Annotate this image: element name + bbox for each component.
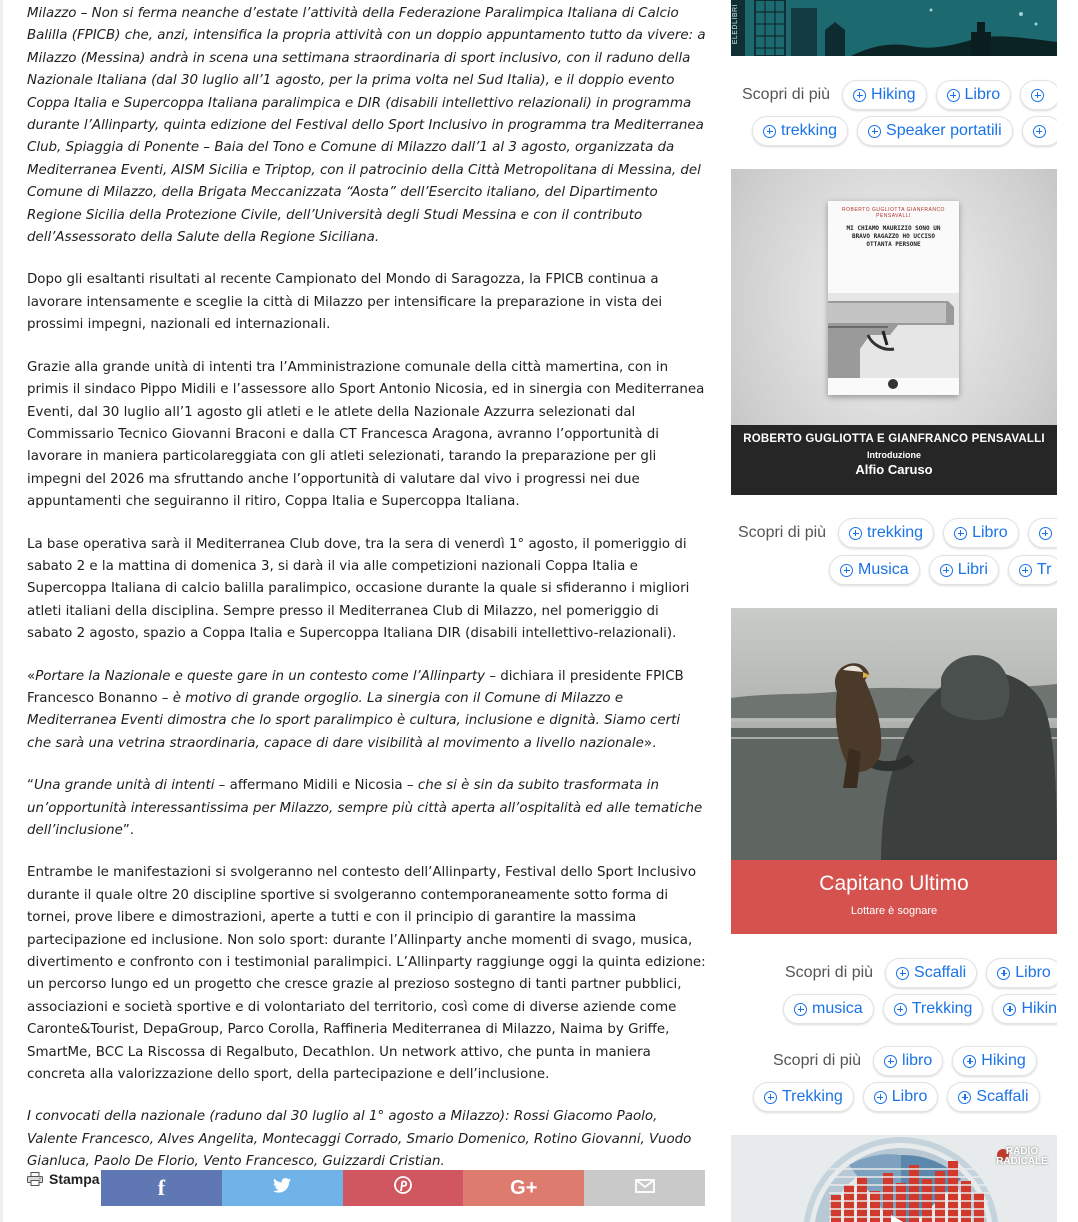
topic-pill[interactable] bbox=[753, 1082, 854, 1112]
plus-circle-icon bbox=[853, 89, 866, 102]
book-subtitle: Lottare è sognare bbox=[850, 905, 938, 917]
book-title: Capitano Ultimo bbox=[819, 872, 969, 895]
plus-circle-icon bbox=[1019, 564, 1032, 577]
scopri-row bbox=[742, 80, 1057, 110]
scopri-row bbox=[752, 116, 1057, 146]
plus-circle-icon bbox=[849, 527, 862, 540]
topic-pill[interactable] bbox=[1028, 518, 1057, 548]
topic-pill-label: Libro bbox=[964, 86, 1001, 103]
plus-circle-icon bbox=[868, 125, 881, 138]
plus-circle-icon bbox=[954, 527, 967, 540]
share-twitter-button[interactable] bbox=[222, 1170, 343, 1206]
plus-circle-icon bbox=[874, 1091, 887, 1104]
ad-brand-text: ELEDLIBRI bbox=[732, 4, 739, 45]
plus-circle-icon bbox=[1031, 89, 1044, 102]
book-title-band bbox=[731, 860, 1057, 934]
plus-circle-icon bbox=[940, 564, 953, 577]
topic-pill[interactable] bbox=[929, 555, 999, 585]
share-email-button[interactable] bbox=[584, 1170, 705, 1206]
topic-pill[interactable] bbox=[936, 80, 1012, 110]
scopri-row bbox=[783, 994, 1057, 1024]
share-google-plus-button[interactable] bbox=[463, 1170, 584, 1206]
share-bar bbox=[101, 1170, 705, 1206]
ad-book-cover-capitano-ultimo[interactable] bbox=[731, 608, 1057, 934]
pinterest-icon bbox=[394, 1176, 412, 1200]
ad-book-cover-maurizio[interactable] bbox=[731, 169, 1057, 495]
topic-pill-label: Musica bbox=[858, 561, 909, 578]
plus-circle-icon bbox=[794, 1003, 807, 1016]
topic-pill[interactable] bbox=[1008, 555, 1057, 585]
topic-pill[interactable] bbox=[883, 994, 984, 1024]
topic-pill[interactable] bbox=[752, 116, 848, 146]
ad-radio-radicale[interactable] bbox=[731, 1135, 1057, 1222]
article-paragraph: Dopo gli esaltanti risultati al recente Campionato del Mondo di Saragozza, la FPICB continua a lavorare intensamente e sceglie la città di Milazzo per intensificare la preparazione in vista dei prossimi impegni, nazionali ed internazionali. bbox=[27, 272, 663, 333]
topic-pill[interactable] bbox=[829, 555, 920, 585]
article-paragraph: La base operativa sarà il Mediterranea Club dove, tra la sera di venerdì 1° agosto, il pomeriggio di sabato 2 e la mattina di domenica 3, si darà il via alle competizioni nazionali Coppa Italia e Supercoppa Italiana di calcio balilla paralimpico, occasione durante la quale si sfideranno i migliori atleti italiani della disciplina. Sempre presso il Mediterranea Club di Milazzo, nel pomeriggio di sabato 2 agosto, spazio a Coppa Italia e Supercoppa Italiana DIR (disabili intellettivo-relazionali). bbox=[27, 536, 690, 642]
quote-attribution: – dichiara il presidente FPICB Francesco Bonanno – bbox=[27, 668, 684, 706]
twitter-icon bbox=[273, 1177, 291, 1199]
topic-pill-label: Hiking bbox=[871, 86, 916, 103]
topic-pill[interactable] bbox=[986, 958, 1057, 988]
scopri-row bbox=[829, 555, 1057, 585]
quote-president bbox=[27, 666, 707, 756]
plus-circle-icon bbox=[963, 1055, 976, 1068]
email-icon bbox=[635, 1177, 655, 1199]
share-facebook-button[interactable] bbox=[101, 1170, 222, 1206]
quote-text: che si è sin da subito trasformata in un’opportunità interessantissima per Milazzo, sempre più città aperta all’ospitalità ed alle tematiche dell’inclusione bbox=[27, 778, 703, 838]
topic-pill-label: Libro bbox=[972, 524, 1008, 541]
topic-pill[interactable] bbox=[842, 80, 926, 110]
topic-pill[interactable] bbox=[873, 1046, 943, 1076]
scopri-row bbox=[738, 518, 1057, 548]
printer-icon bbox=[27, 1172, 43, 1186]
scopri-row bbox=[773, 1046, 1046, 1076]
publisher-logo bbox=[888, 379, 898, 389]
topic-pill-label: Tr bbox=[1036, 561, 1052, 578]
topic-pill[interactable] bbox=[863, 1082, 939, 1112]
falconer-photo bbox=[731, 608, 1057, 860]
topic-pill-label: Libri bbox=[957, 561, 988, 578]
topic-pill[interactable] bbox=[1022, 116, 1057, 146]
topic-pill[interactable] bbox=[947, 1082, 1039, 1112]
topic-pill-label: trekking bbox=[867, 524, 924, 541]
scopri-label: Scopri di più bbox=[738, 524, 827, 541]
scopri-label: Scopri di più bbox=[742, 86, 831, 103]
print-label: Stampa bbox=[49, 1171, 100, 1187]
quote-close: ”. bbox=[122, 823, 135, 838]
topic-pill-label: trekking bbox=[781, 122, 838, 139]
topic-pill[interactable] bbox=[1020, 80, 1057, 110]
plus-circle-icon bbox=[764, 1091, 777, 1104]
article-paragraph: Entrambe le manifestazioni si svolgeranno nel contesto dell’Allinparty, Festival dello Sport Inclusivo durante il quale oltre 20 discipline sportive si svolgeranno contemporaneamente sotto forma di tornei, prove libere e dimostrazioni, aperte a tutti e con il principio di garantire la massima partecipazione ed inclusione. Non solo sport: durante l’Allinparty anche momenti di svago, musica, divertimento e confronto con i testimonial paralimpici. L’Allinparty raggiunge oggi la quinta edizione: un percorso lungo ed un progetto che cresce grazie al prezioso sostegno di tanti partner pubblici, associazioni e società sportive e di volontariato del territorio, così come di diverse aziende come Caronte&Tourist, DepaGroup, Parco Corolla, Raffineria Mediterranea di Milazzo, Naima by Griffe, SmartMe, BCC La Riscossa di Regalbuto, Decathlon. Un network attivo, che punta in maniera concreta alla valorizzazione dello sport, della partecipazione e dell’inclusione. bbox=[27, 865, 706, 1083]
topic-pill[interactable] bbox=[783, 994, 874, 1024]
convocati-list: I convocati della nazionale (raduno dal 30 luglio al 1° agosto a Milazzo): Rossi Giacomo Paolo, Valente Francesco, Alves Angelita, Montecaggi Corrado, Smario Domenico, Rotino Giovanni, Vuodo Gianluca, Paolo De Florio, Vento Francesco, Guizzardi Cristian. bbox=[27, 1109, 692, 1170]
book-cover bbox=[828, 201, 959, 395]
plus-circle-icon bbox=[763, 125, 776, 138]
topic-pill-label: Trekking bbox=[911, 1000, 973, 1017]
plus-circle-icon bbox=[896, 967, 909, 980]
article-paragraph: Grazie alla grande unità di intenti tra l’Amministrazione comunale della città mamertina, con in primis il sindaco Pippo Midili e l’assessore allo Sport Antonio Nicosia, ed in sinergia con Mediterranea Eventi, dal 30 luglio all’1 agosto gli atleti e le atlete della Nazionale Azzurra selezionati dal Commissario Tecnico Giovanni Braconi e dalla CT Francesca Aragona, avranno l’opportunità di lavorare in maniera particolareggiata con gli atleti selezionati, tarando la preparazione per gli impegni del 2026 ma sfruttando anche l’opportunità di valutare dal vivo i progressi nei due appuntamenti che seguiranno il ritiro, Coppa Italia e Supercoppa Italiana. bbox=[27, 359, 705, 510]
plus-circle-icon bbox=[1039, 527, 1052, 540]
left-border bbox=[0, 0, 3, 1222]
facebook-icon: f bbox=[157, 1175, 166, 1200]
topic-pill-label: Hiking bbox=[981, 1052, 1026, 1069]
scopri-label: Scopri di più bbox=[773, 1052, 862, 1069]
topic-pill-label: Scaffali bbox=[976, 1088, 1029, 1105]
plus-circle-icon bbox=[840, 564, 853, 577]
book-intro-label: Introduzione bbox=[867, 450, 921, 460]
article-lead-paragraph: Milazzo – Non si ferma neanche d’estate l’attività della Federazione Paralimpica Italiana di Calcio Balilla (FPICB) che, anzi, intensifica la propria attività con un doppio appuntamento tutto da vivere: a Milazzo (Messina) andrà in scena una settimana straordinaria di sport inclusivo, con il raduno della Nazionale Italiana (dal 30 luglio all’1 agosto, per la prima volta nel Sud Italia), e il doppio evento Coppa Italia e Supercoppa Italiana paralimpica e DIR (disabili intellettivo relazionali) in programma durante l’Allinparty, quinta edizione del Festival dello Sport Inclusivo in programma tra Mediterranea Club, Spiaggia di Ponente – Baia del Tono e Comune di Milazzo dall’1 al 3 agosto, organizzata da Mediterranea Eventi, AISM Sicilia e Triptop, con il patrocinio della Città Metropolitana di Messina, del Comune di Milazzo, della Brigata Meccanizzata “Aosta” dell’Esercito italiano, del Dipartimento Regione Sicilia della Protezione Civile, dell’Università degli Studi Messina e con il contributo dell’Assessorato della Salute della Regione Siciliana. bbox=[27, 6, 706, 246]
share-pinterest-button[interactable] bbox=[343, 1170, 464, 1206]
quote-attribution: – affermano Midili e Nicosia – bbox=[214, 778, 418, 794]
quote-text: Una grande unità di intenti bbox=[33, 778, 215, 794]
topic-pill[interactable] bbox=[885, 958, 977, 988]
topic-pill-label: Trekking bbox=[782, 1088, 843, 1105]
topic-pill-label: Hikin bbox=[1021, 1000, 1057, 1017]
plus-circle-icon bbox=[947, 89, 960, 102]
plus-circle-icon bbox=[884, 1055, 897, 1068]
book-intro-name: Alfio Caruso bbox=[855, 462, 933, 477]
topic-pill-label: musica bbox=[812, 1000, 863, 1017]
topic-pill-label: Speaker portatili bbox=[886, 122, 1002, 139]
book-cover-authors: ROBERTO GUGLIOTTA GIANFRANCO PENSAVALLI bbox=[842, 207, 945, 219]
topic-pill-label: Scaffali bbox=[914, 964, 967, 981]
quote-text: Portare la Nazionale e queste gare in un contesto come l’Allinparty bbox=[35, 668, 485, 684]
scopri-label: Scopri di più bbox=[785, 964, 874, 981]
print-button[interactable] bbox=[27, 1171, 100, 1187]
topic-pill[interactable] bbox=[992, 994, 1057, 1024]
plus-circle-icon bbox=[894, 1003, 907, 1016]
book-info-band bbox=[731, 425, 1057, 495]
scopri-row bbox=[785, 958, 1057, 988]
topic-pill-label: Libro bbox=[1015, 964, 1051, 981]
gun-illustration bbox=[828, 293, 959, 378]
plus-circle-icon bbox=[958, 1091, 971, 1104]
article-body bbox=[27, 3, 707, 1194]
plus-circle-icon bbox=[1033, 125, 1046, 138]
quote-mayor bbox=[27, 775, 707, 842]
google-plus-icon: G+ bbox=[510, 1176, 538, 1199]
quote-text: è motivo di grande orgoglio. La sinergia con il Comune di Milazzo e Mediterranea Eventi dimostra che lo sport paralimpico è cultura, inclusione e dignità. Siamo certi che sarà una vetrina straordinaria, capace di dare visibilità al movimento a livello nazionale bbox=[27, 690, 681, 751]
topic-pill-label: libro bbox=[902, 1052, 933, 1069]
plus-circle-icon bbox=[997, 967, 1010, 980]
topic-pill[interactable] bbox=[838, 518, 934, 548]
radio-radicale-logo: RADIO RADICALE bbox=[996, 1146, 1048, 1167]
sidebar bbox=[731, 0, 1057, 1222]
book-authors: ROBERTO GUGLIOTTA E GIANFRANCO PENSAVALLI bbox=[743, 433, 1045, 445]
quote-open: « bbox=[27, 668, 36, 684]
topic-pill[interactable] bbox=[943, 518, 1019, 548]
plus-circle-icon bbox=[1003, 1003, 1016, 1016]
quote-open: “ bbox=[27, 778, 34, 794]
topic-pill[interactable] bbox=[952, 1046, 1036, 1076]
book-cover-title: MI CHIAMO MAURIZIO SONO UN BRAVO RAGAZZO HO UCCISO OTTANTA PERSONE bbox=[846, 225, 941, 248]
topic-pill-label: Libro bbox=[891, 1088, 928, 1105]
ad-banner-top[interactable] bbox=[731, 0, 1057, 56]
scopri-row bbox=[753, 1082, 1049, 1112]
topic-pill[interactable] bbox=[857, 116, 1013, 146]
quote-close: ». bbox=[643, 735, 657, 751]
